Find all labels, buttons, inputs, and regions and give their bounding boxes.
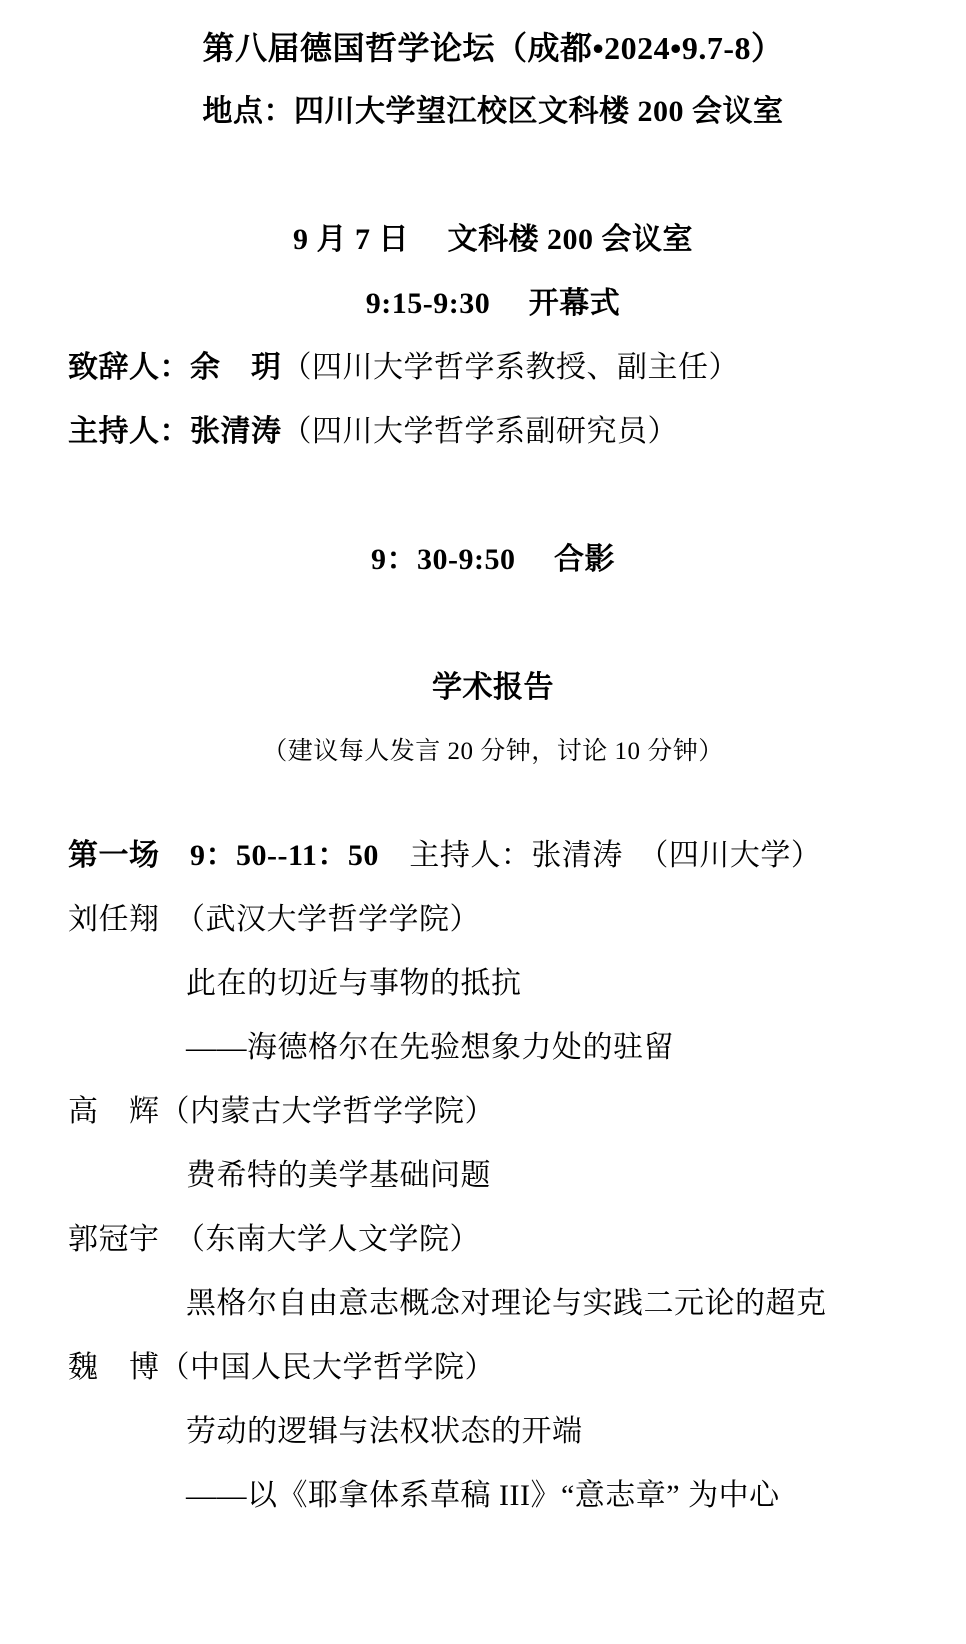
- session1-host: 主持人：张清涛 （四川大学）: [378, 839, 822, 872]
- host-affiliation: （四川大学哲学系副研究员）: [281, 415, 678, 448]
- talk-subtitle-line: ——海德格尔在先验想象力处的驻留: [186, 1031, 674, 1064]
- session1-header: [68, 824, 918, 888]
- spacer: [68, 592, 918, 656]
- speech-affiliation: （四川大学哲学系教授、副主任）: [281, 351, 739, 384]
- talk-title-line: 劳动的逻辑与法权状态的开端: [186, 1415, 583, 1448]
- spacer: [68, 144, 918, 208]
- forum-title: 第八届德国哲学论坛（成都•2024•9.7-8）: [202, 30, 784, 66]
- report-header: 学术报告: [432, 671, 554, 704]
- talk-title-line: 费希特的美学基础问题: [186, 1159, 491, 1192]
- talk-subtitle-line: ——以《耶拿体系草稿 III》“意志章” 为中心: [186, 1479, 780, 1512]
- report-note: （建议每人发言 20 分钟，讨论 10 分钟）: [262, 738, 724, 765]
- day-header: 9 月 7 日 文科楼 200 会议室: [293, 223, 693, 256]
- speech-speaker: 致辞人：余 玥: [68, 351, 282, 384]
- talk-title-line: 黑格尔自由意志概念对理论与实践二元论的超克: [186, 1287, 827, 1320]
- host-line: [68, 400, 918, 464]
- speaker-line: 刘任翔 （武汉大学哲学学院）: [68, 903, 480, 936]
- venue-line: 地点：四川大学望江校区文科楼 200 会议室: [202, 95, 784, 128]
- talk-title-line: 此在的切近与事物的抵抗: [186, 967, 522, 1000]
- spacer: [68, 464, 918, 528]
- host-name: 主持人：张清涛: [68, 415, 282, 448]
- group-photo-line: 9：30-9:50 合影: [371, 543, 615, 576]
- speaker-line: 魏 博（中国人民大学哲学院）: [68, 1351, 495, 1384]
- speaker-line: 高 辉（内蒙古大学哲学学院）: [68, 1095, 495, 1128]
- opening-ceremony-line: 9:15-9:30 开幕式: [365, 287, 621, 320]
- speaker-line: 郭冠宇 （东南大学人文学院）: [68, 1223, 480, 1256]
- spacer: [68, 784, 918, 824]
- speech-line: [68, 336, 918, 400]
- session1-time: 第一场 9：50--11：50: [68, 839, 379, 872]
